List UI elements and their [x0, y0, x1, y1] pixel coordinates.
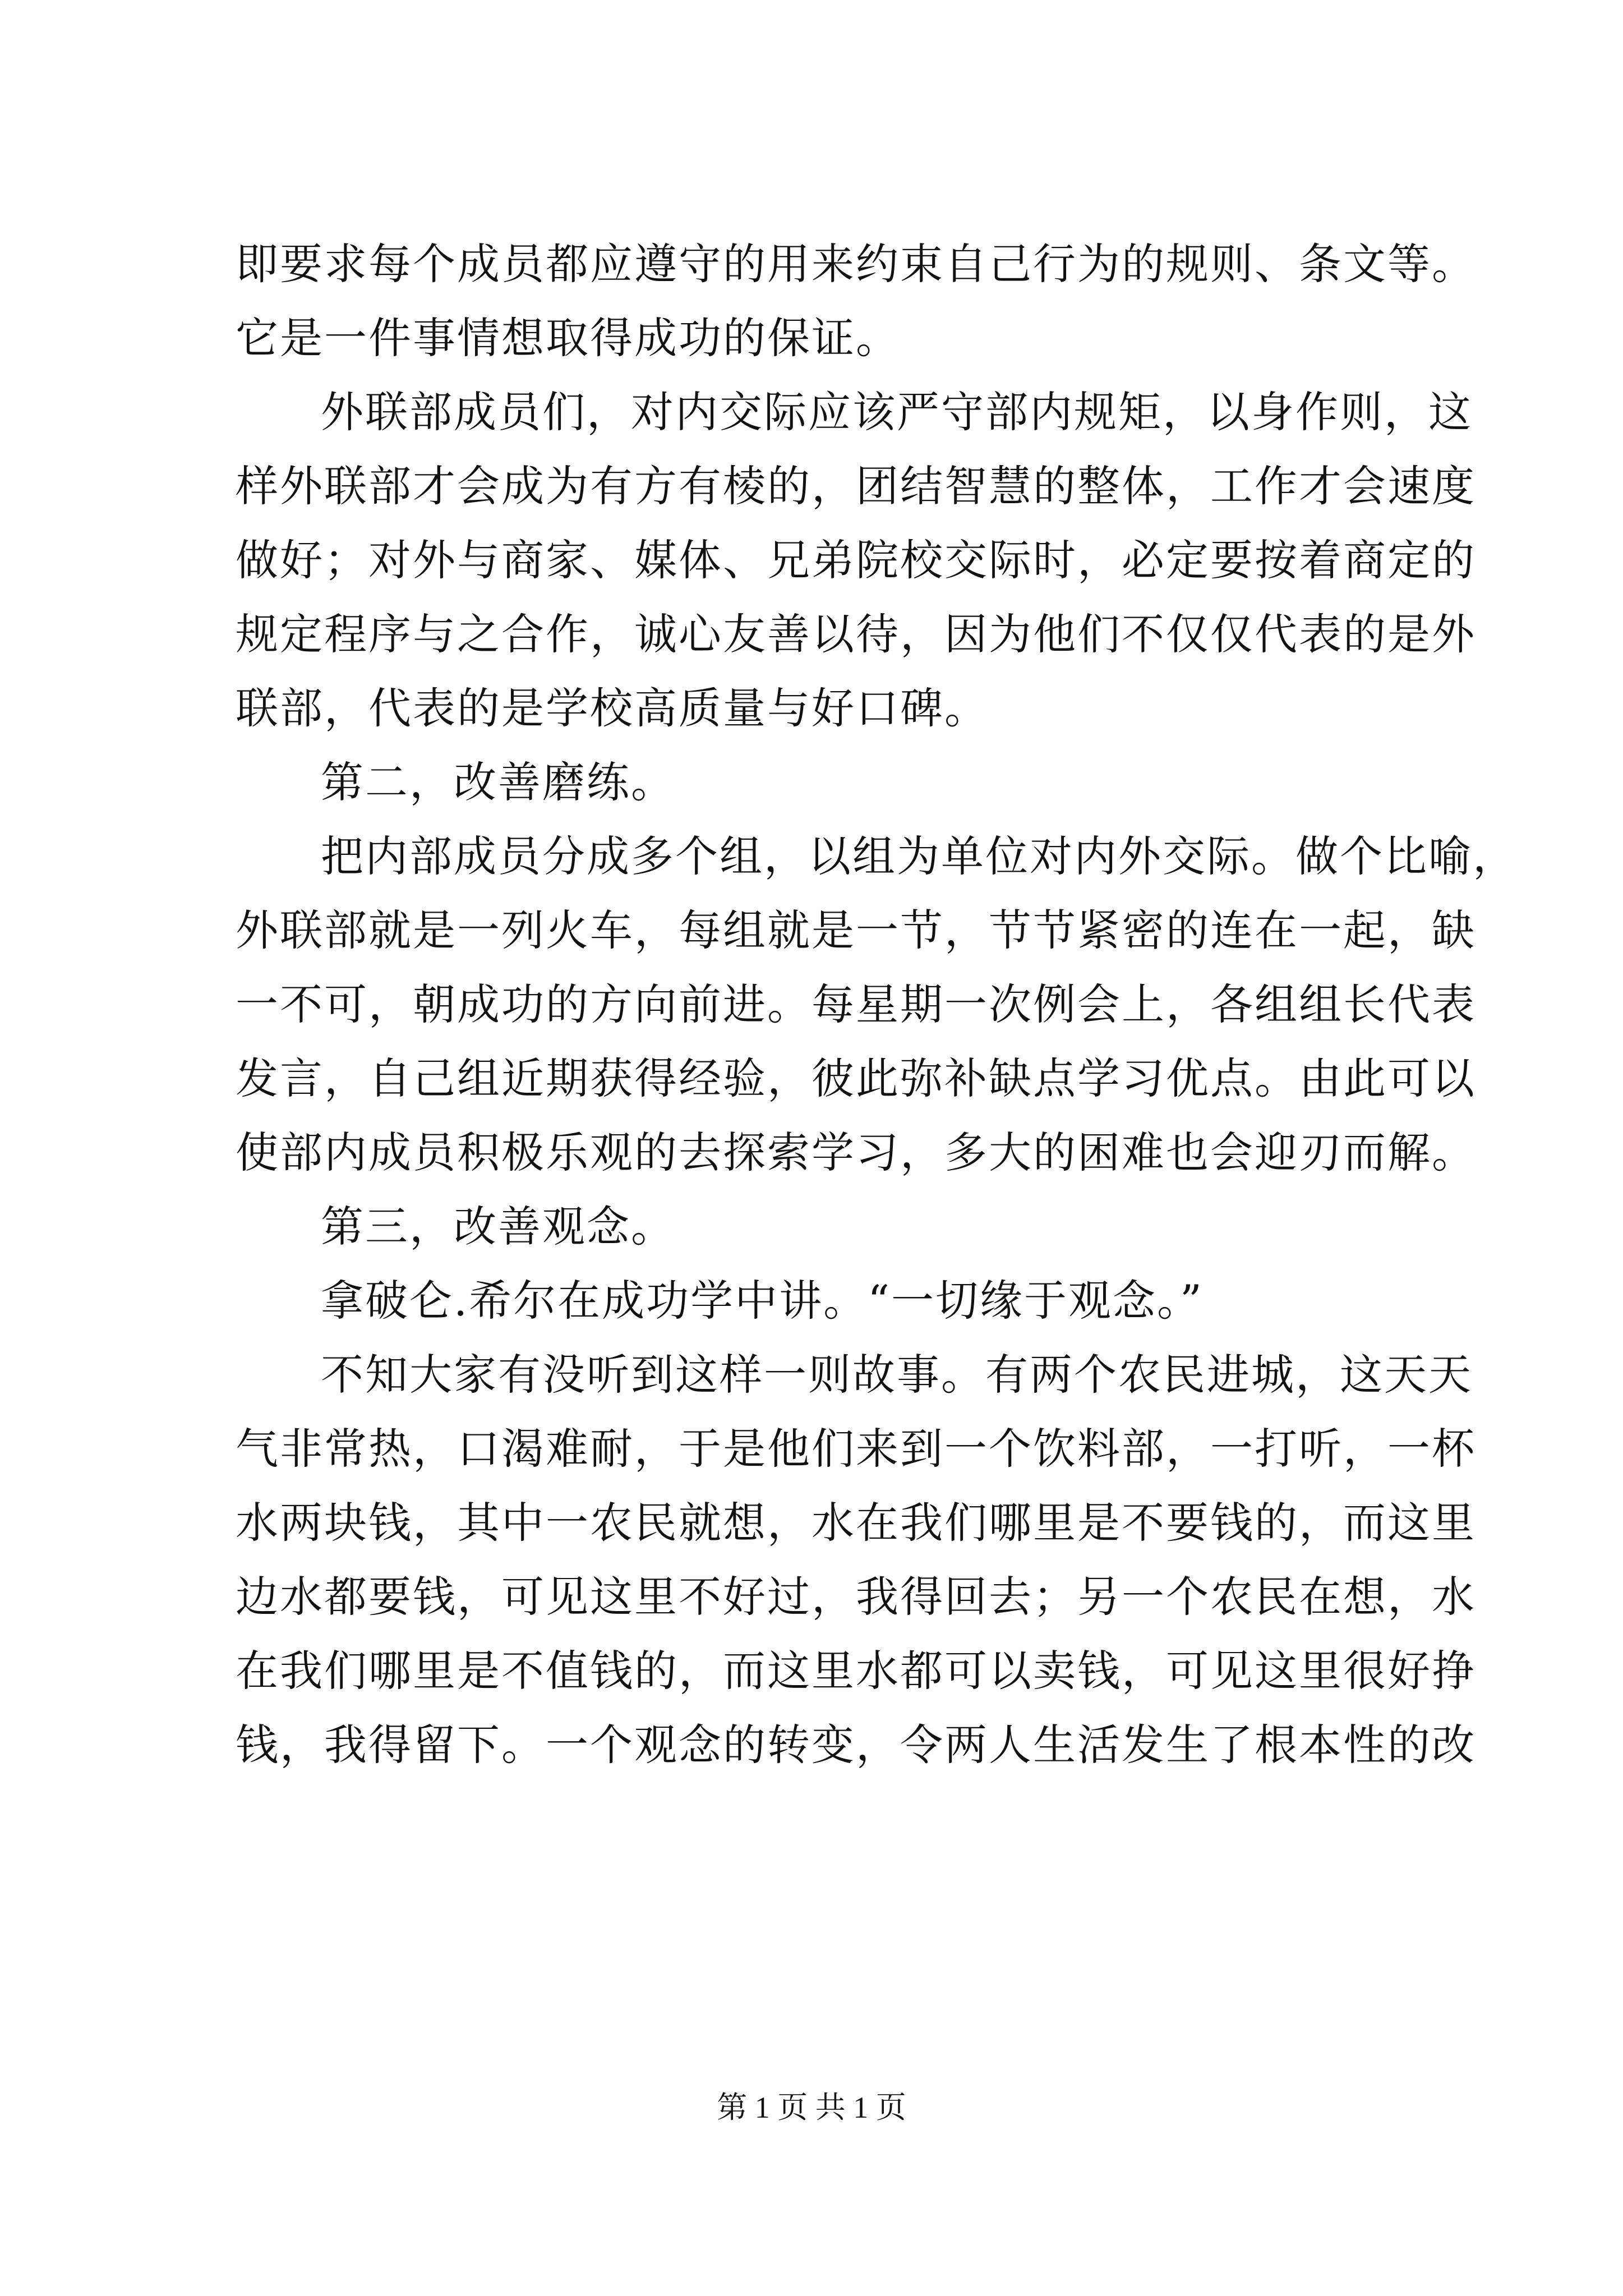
text-line: 拿破仑.希尔在成功学中讲。“一切缘于观念。” — [321, 1276, 1204, 1326]
text-line: 气非常热，口渴难耐，于是他们来到一个饮料部，一打听，一杯 — [236, 1424, 1476, 1474]
text-line: 样外联部才会成为有方有棱的，团结智慧的整体，工作才会速度 — [236, 461, 1476, 511]
text-line: 一不可，朝成功的方向前进。每星期一次例会上，各组组长代表 — [236, 979, 1476, 1029]
text-line: 第二，改善磨练。 — [321, 757, 675, 807]
text-line: 它是一件事情想取得成功的保证。 — [236, 313, 900, 363]
text-line: 边水都要钱，可见这里不好过，我得回去；另一个农民在想，水 — [236, 1572, 1476, 1622]
page-footer: 第 1 页 共 1 页 — [717, 2091, 906, 2124]
text-line: 联部，代表的是学校高质量与好口碑。 — [236, 683, 989, 733]
text-line: 外联部成员们，对内交际应该严守部内规矩，以身作则，这 — [321, 387, 1473, 437]
text-line: 水两块钱，其中一农民就想，水在我们哪里是不要钱的，而这里 — [236, 1498, 1476, 1548]
document-body — [236, 227, 1517, 1782]
text-line: 在我们哪里是不值钱的，而这里水都可以卖钱，可见这里很好挣 — [236, 1646, 1476, 1696]
text-line: 发言，自己组近期获得经验，彼此弥补缺点学习优点。由此可以 — [236, 1053, 1476, 1103]
text-line: 不知大家有没听到这样一则故事。有两个农民进城，这天天 — [321, 1350, 1473, 1400]
text-line: 规定程序与之合作，诚心友善以待，因为他们不仅仅代表的是外 — [236, 609, 1476, 659]
text-line: 把内部成员分成多个组，以组为单位对内外交际。做个比喻， — [321, 831, 1517, 881]
text-line: 外联部就是一列火车，每组就是一节，节节紧密的连在一起，缺 — [236, 905, 1476, 955]
text-line: 即要求每个成员都应遵守的用来约束自己行为的规则、条文等。 — [236, 239, 1476, 289]
text-line: 钱，我得留下。一个观念的转变，令两人生活发生了根本性的改 — [236, 1720, 1476, 1770]
text-line: 第三，改善观念。 — [321, 1202, 675, 1251]
text-line: 做好；对外与商家、媒体、兄弟院校交际时，必定要按着商定的 — [236, 535, 1476, 585]
text-line: 使部内成员积极乐观的去探索学习，多大的困难也会迎刃而解。 — [236, 1128, 1476, 1177]
